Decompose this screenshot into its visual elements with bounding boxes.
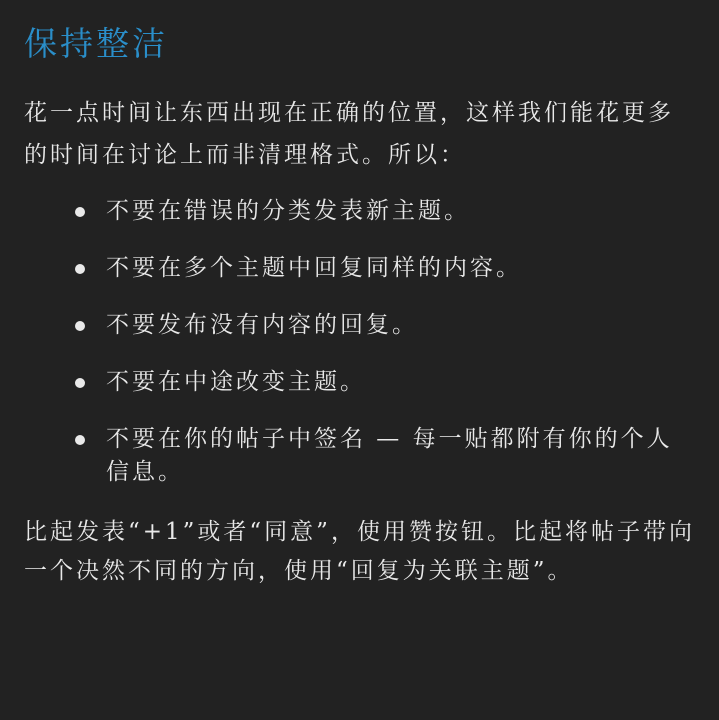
- outro-paragraph: 比起发表“+1”或者“同意”，使用赞按钮。比起将帖子带向一个决然不同的方向，使用“回复为关联主题”。: [24, 519, 695, 584]
- rule-text: 不要在中途改变主题。: [106, 369, 366, 395]
- rule-text: 不要发布没有内容的回复。: [106, 312, 418, 338]
- bullet-icon: [75, 264, 85, 274]
- list-item: [106, 366, 695, 399]
- list-item: [106, 423, 695, 489]
- rule-text: 不要在你的帖子中签名 — 每一贴都附有你的个人信息。: [106, 426, 673, 485]
- bullet-icon: [75, 435, 85, 445]
- bullet-icon: [75, 378, 85, 388]
- list-item: [106, 252, 695, 285]
- rule-text: 不要在多个主题中回复同样的内容。: [106, 255, 522, 281]
- rule-text: 不要在错误的分类发表新主题。: [106, 198, 470, 224]
- list-item: [106, 195, 695, 228]
- list-item: [106, 309, 695, 342]
- bullet-icon: [75, 207, 85, 217]
- bullet-icon: [75, 321, 85, 331]
- rules-list: [24, 195, 695, 489]
- section-heading: 保持整洁: [24, 24, 168, 63]
- intro-paragraph: 花一点时间让东西出现在正确的位置，这样我们能花更多的时间在讨论上而非清理格式。所以：: [24, 100, 674, 168]
